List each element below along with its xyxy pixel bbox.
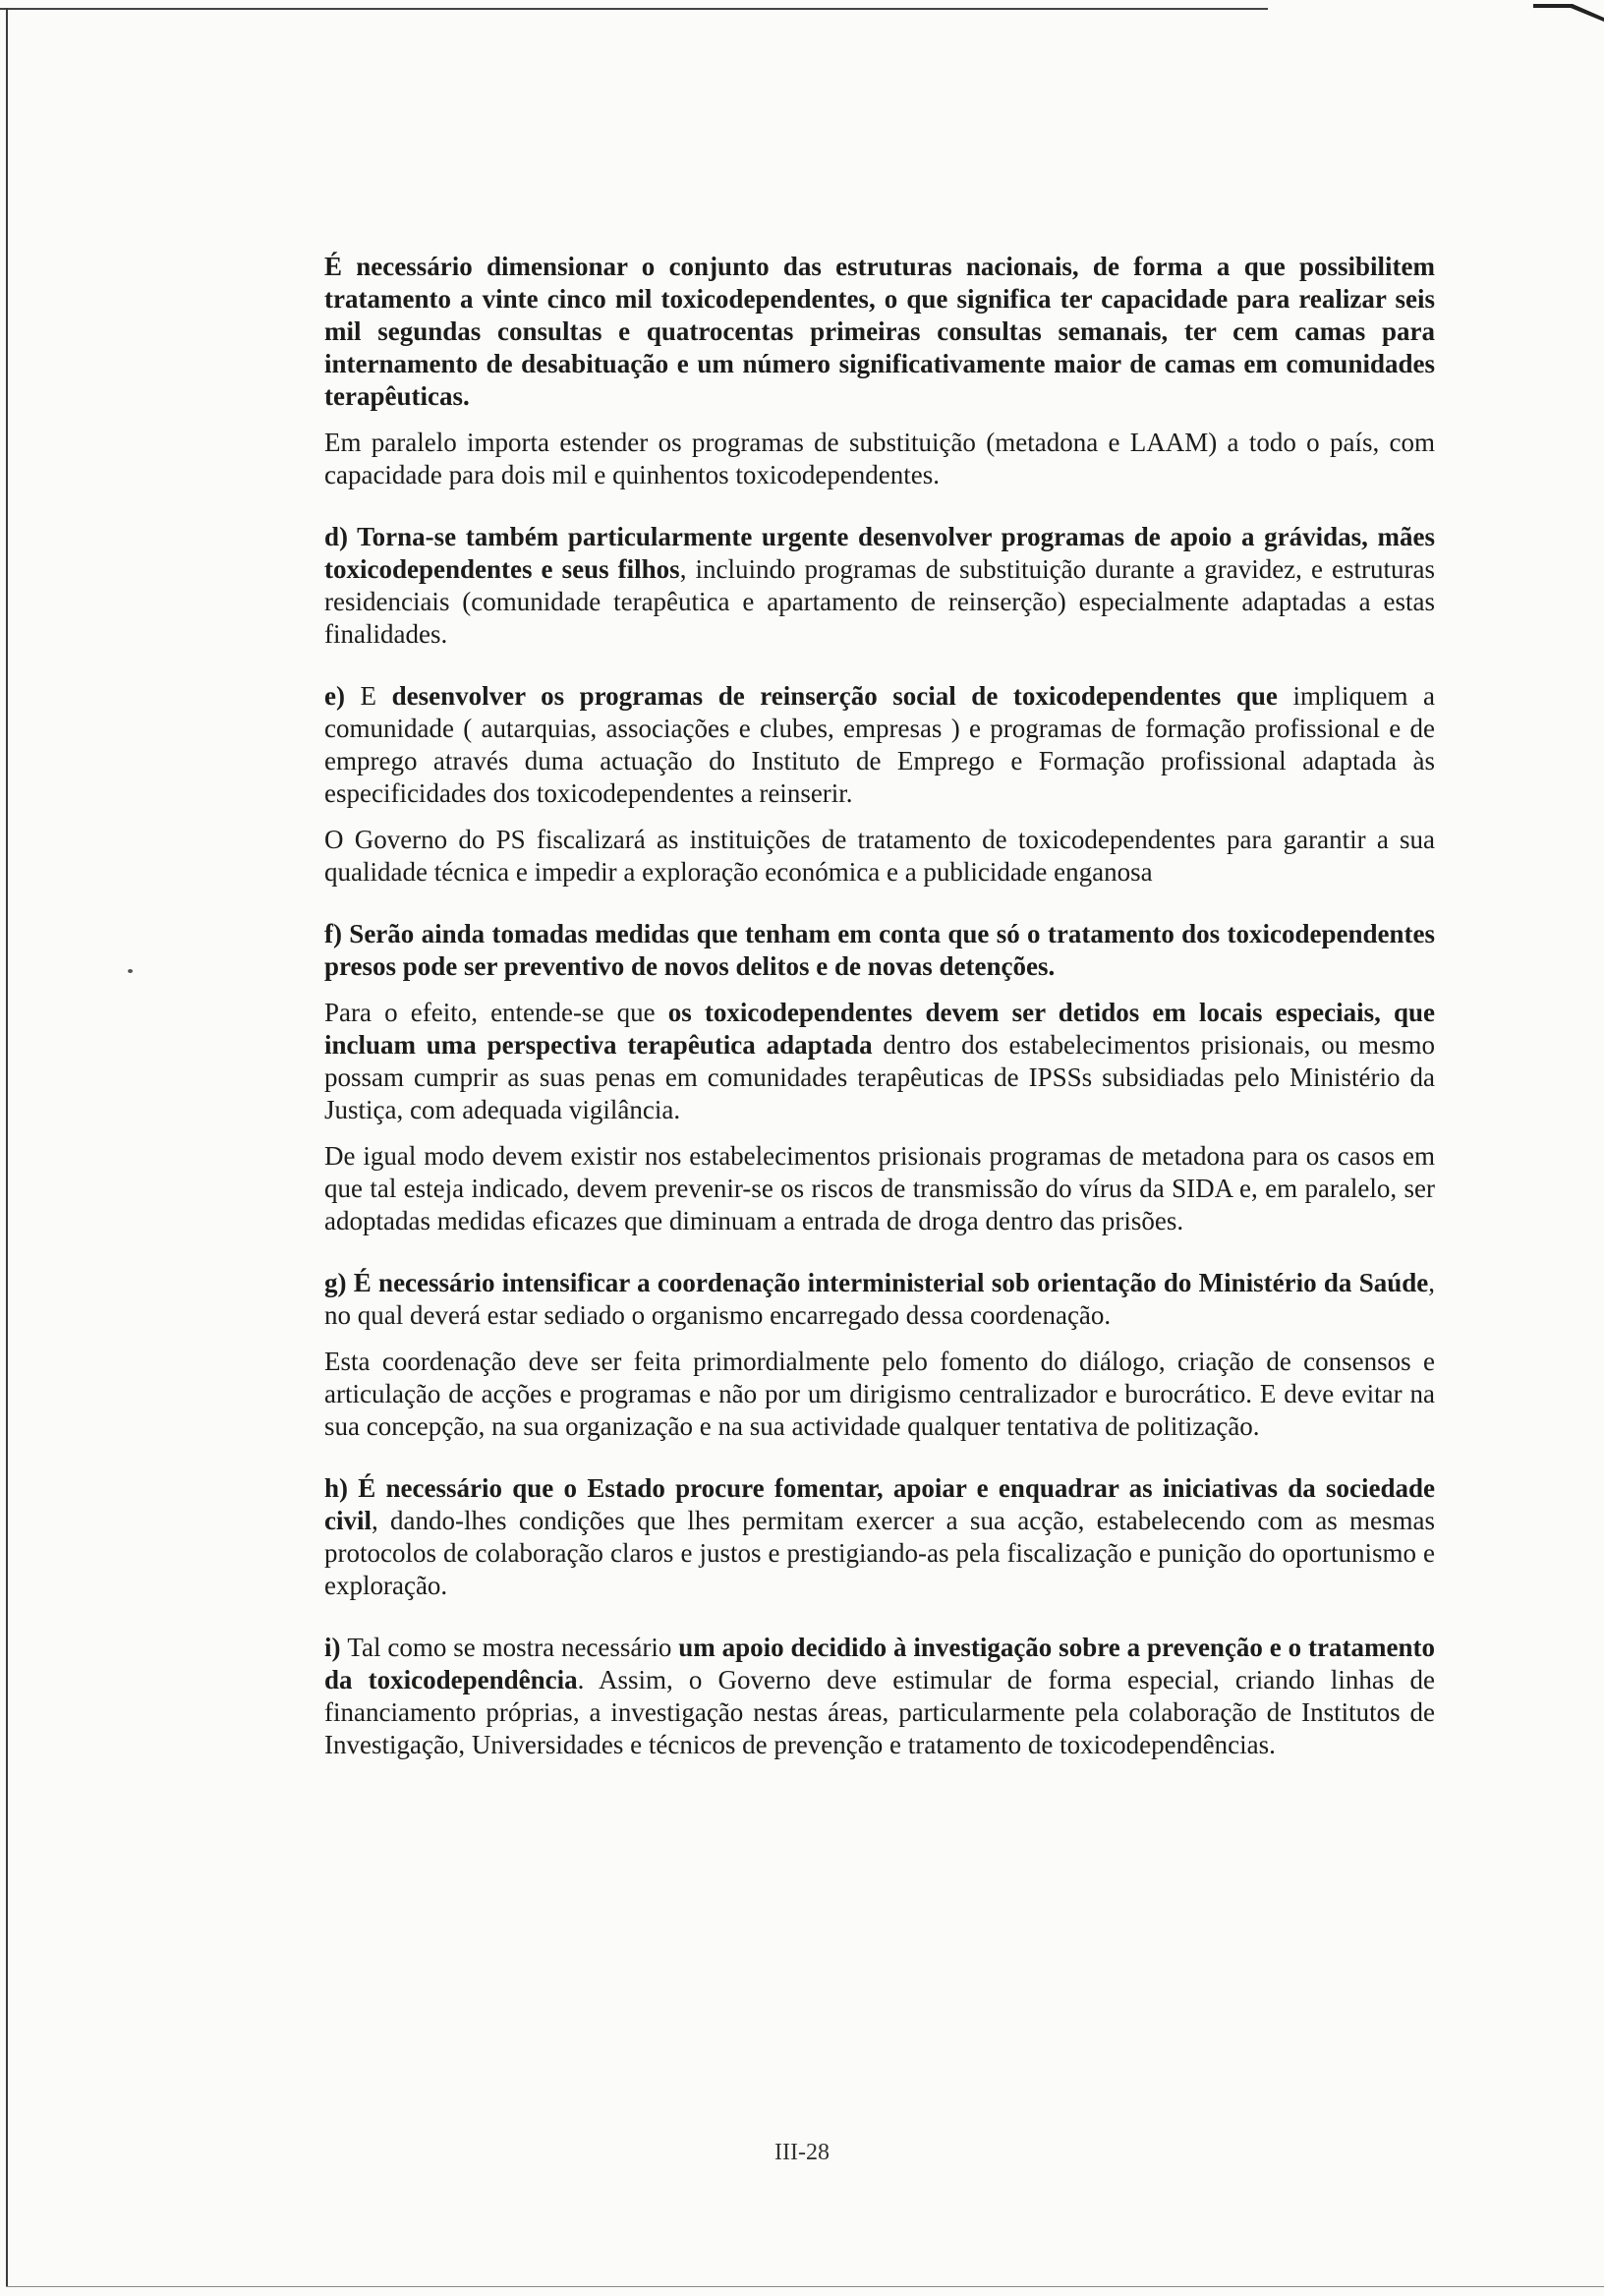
paragraph-governo bbox=[324, 824, 1435, 889]
scan-border-top bbox=[0, 8, 1268, 10]
paragraph-substitution bbox=[324, 427, 1435, 491]
paragraph-efeito bbox=[324, 997, 1435, 1126]
paragraph-g bbox=[324, 1267, 1435, 1332]
paragraph-h bbox=[324, 1472, 1435, 1602]
text-run: impliquem a comunidade ( autarquias, associações e clubes, empresas ) e programas de formação profissional e de emprego através duma actuação do Instituto de Emprego e Formação profissional adaptada às especificidades dos toxicodependentes a reinserir. bbox=[324, 681, 1435, 808]
text-run: f) Serão ainda tomadas medidas que tenham em conta que só o tratamento dos toxicodependentes presos pode ser preventivo de novos delitos e de novas detenções. bbox=[324, 919, 1435, 981]
text-run: desenvolver os programas de reinserção social de toxicodependentes que bbox=[391, 681, 1278, 711]
text-run: h) É necessário que o Estado procure fomentar, apoiar e enquadrar as iniciativas da sociedade civil bbox=[324, 1473, 1435, 1535]
scan-corner-mark bbox=[1533, 0, 1604, 22]
text-run: , incluindo programas de substituição durante a gravidez, e estruturas residenciais (comunidade terapêutica e apartamento de reinserção) especialmente adaptadas a estas finalidades. bbox=[324, 554, 1435, 649]
scan-speck bbox=[128, 969, 133, 973]
paragraph-i bbox=[324, 1632, 1435, 1761]
text-run: i) bbox=[324, 1633, 348, 1662]
text-run: O Governo do PS fiscalizará as instituições de tratamento de toxicodependentes para garantir a sua qualidade técnica e impedir a exploração económica e a publicidade enganosa bbox=[324, 825, 1435, 887]
text-run: . Assim, o Governo deve estimular de forma especial, criando linhas de financiamento próprias, a investigação nestas áreas, particularmente pela colaboração de Institutos de Investigação, Universidades e técnicos de prevenção e tratamento de toxicodependências. bbox=[324, 1665, 1435, 1759]
text-run: g) É necessário intensificar a coordenação interministerial sob orientação do Ministério da Saúde bbox=[324, 1268, 1429, 1297]
text-run: É necessário dimensionar o conjunto das estruturas nacionais, de forma a que possibilitem tratamento a vinte cinco mil toxicodependentes, o que significa ter capacidade para realizar seis mil segundas consultas e quatrocentas primeiras consultas semanais, ter cem camas para internamento de desabituação e um número significativamente maior de camas em comunidades terapêuticas. bbox=[324, 252, 1435, 411]
text-run: dentro dos estabelecimentos prisionais, ou mesmo possam cumprir as suas penas em comunidades terapêuticas de IPSSs subsidiadas pelo Ministério da Justiça, com adequada vigilância. bbox=[324, 1030, 1435, 1124]
paragraph-intro bbox=[324, 251, 1435, 413]
text-run: E bbox=[360, 681, 392, 711]
text-run: Em paralelo importa estender os programas de substituição (metadona e LAAM) a todo o país, com capacidade para dois mil e quinhentos toxicodependentes. bbox=[324, 428, 1435, 489]
text-run: De igual modo devem existir nos estabelecimentos prisionais programas de metadona para os casos em que tal esteja indicado, devem prevenir-se os riscos de transmissão do vírus da SIDA e, em paralelo, ser adoptadas medidas eficazes que diminuam a entrada de droga dentro das prisões. bbox=[324, 1141, 1435, 1235]
paragraph-f bbox=[324, 918, 1435, 983]
text-run: Para o efeito, entende-se que bbox=[324, 998, 668, 1027]
paragraph-metadona bbox=[324, 1140, 1435, 1237]
text-run: d) Torna-se também particularmente urgente desenvolver programas de apoio a grávidas, mães toxicodependentes e seus filhos bbox=[324, 522, 1435, 584]
text-run: um apoio decidido à investigação sobre a prevenção e o tratamento da toxicodependência bbox=[324, 1633, 1435, 1694]
text-run: Esta coordenação deve ser feita primordialmente pelo fomento do diálogo, criação de consensos e articulação de acções e programas e não por um dirigismo centralizador e burocrático. E deve evitar na sua concepção, na sua organização e na sua actividade qualquer tentativa de politização. bbox=[324, 1347, 1435, 1441]
scan-border-bottom bbox=[6, 2286, 1604, 2287]
scan-border-left bbox=[6, 8, 8, 2286]
paragraph-e bbox=[324, 680, 1435, 810]
text-run: e) bbox=[324, 681, 361, 711]
paragraph-coordenacao bbox=[324, 1346, 1435, 1443]
text-run: , no qual deverá estar sediado o organismo encarregado dessa coordenação. bbox=[324, 1268, 1435, 1330]
document-body bbox=[324, 251, 1435, 1761]
page-number: III-28 bbox=[774, 2140, 830, 2165]
text-run: os toxicodependentes devem ser detidos em locais especiais, que incluam uma perspectiva terapêutica adaptada bbox=[324, 998, 1436, 1060]
text-run: , dando-lhes condições que lhes permitam exercer a sua acção, estabelecendo com as mesmas protocolos de colaboração claros e justos e prestigiando-as pela fiscalização e punição do oportunismo e exploração. bbox=[324, 1506, 1435, 1600]
text-run: Tal como se mostra necessário bbox=[347, 1633, 679, 1662]
paragraph-d bbox=[324, 521, 1435, 651]
